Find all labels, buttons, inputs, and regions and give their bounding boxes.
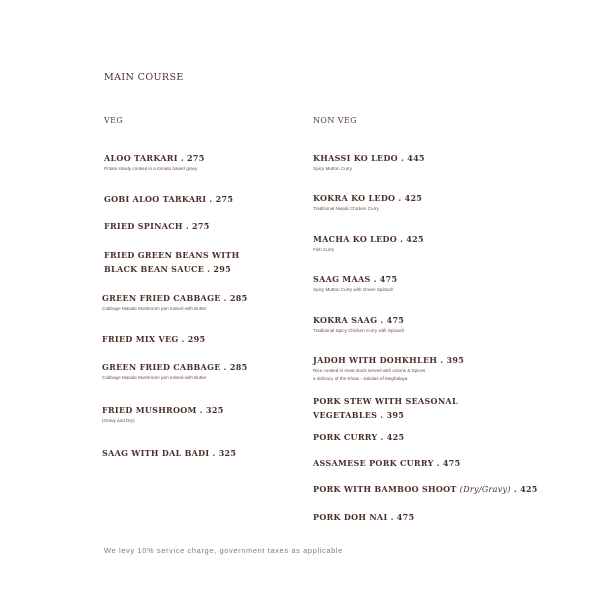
item-name: ALOO TARKARI . 275 xyxy=(104,153,205,163)
menu-item-aloo-tarkari xyxy=(104,151,205,173)
menu-item-khassi-ko-ledo xyxy=(313,151,425,173)
item-description: Traditional Nepali Chicken Curry xyxy=(313,206,379,211)
item-description: Cabbage Masala Mushroom pan tossed with Butter xyxy=(102,306,207,311)
item-name xyxy=(313,482,538,497)
item-description: Traditional Spicy Chicken Curry with Spinach xyxy=(313,328,405,333)
item-name: JADOH WITH DOHKHLEH . 395 xyxy=(313,355,465,365)
veg-heading: VEG xyxy=(104,116,124,125)
item-name: ASSAMESE PORK CURRY . 475 xyxy=(313,458,461,468)
item-name: GOBI ALOO TARKARI . 275 xyxy=(104,194,234,204)
item-name-variant: (Dry/Gravy) xyxy=(459,485,511,494)
menu-item-pork-with-bamboo-shoot xyxy=(313,482,538,497)
menu-item-pork-curry xyxy=(313,430,404,444)
item-name: SAAG WITH DAL BADI . 325 xyxy=(102,448,237,458)
item-description: (Gravy and Dry) xyxy=(102,418,135,423)
item-name: MACHA KO LEDO . 425 xyxy=(313,234,424,244)
item-description: Cabbage Masala Mushroom pan tossed with Butter xyxy=(102,375,207,380)
service-charge-note: We levy 10% service charge, government taxes as applicable xyxy=(104,546,343,555)
menu-item-fried-mix-veg xyxy=(102,332,205,346)
item-name: KOKRA KO LEDO . 425 xyxy=(313,193,423,203)
menu-item-fried-spinach xyxy=(104,219,210,233)
item-name-line2: BLACK BEAN SAUCE . 295 xyxy=(104,264,231,274)
item-description: Fish Curry xyxy=(313,247,335,252)
item-name: GREEN FRIED CABBAGE . 285 xyxy=(102,362,248,372)
item-name: FRIED MIX VEG . 295 xyxy=(102,334,206,344)
item-name-line1: FRIED GREEN BEANS WITH xyxy=(104,250,240,260)
section-title: MAIN COURSE xyxy=(104,72,184,83)
item-name: FRIED SPINACH . 275 xyxy=(104,221,210,231)
menu-item-macha-ko-ledo xyxy=(313,232,424,254)
item-name: PORK DOH NAI . 475 xyxy=(313,512,415,522)
menu-item-pork-stew xyxy=(313,394,458,422)
item-name: SAAG MAAS . 475 xyxy=(313,274,398,284)
item-name: KOKRA SAAG . 475 xyxy=(313,315,405,325)
item-description: Spicy Mutton Curry with Green Spinach xyxy=(313,287,394,292)
item-name: PORK CURRY . 425 xyxy=(313,432,405,442)
menu-item-kokra-ko-ledo xyxy=(313,191,422,213)
menu-item-saag-maas xyxy=(313,272,397,294)
menu-item-gobi-aloo-tarkari xyxy=(104,192,233,206)
menu-item-green-fried-cabbage xyxy=(102,291,247,313)
menu-item-saag-with-dal-badi xyxy=(102,446,236,460)
item-description-line2: a delicacy of the Khasi - Jaintias of Meghalaya xyxy=(313,376,408,381)
menu-item-fried-mushroom xyxy=(102,403,224,425)
menu-item-pork-doh-nai xyxy=(313,510,414,524)
item-description: Spicy Mutton Curry xyxy=(313,166,353,171)
nonveg-heading: NON VEG xyxy=(313,116,357,125)
item-name-line2: VEGETABLES . 395 xyxy=(313,410,405,420)
menu-item-kokra-saag xyxy=(313,313,405,335)
item-description: Potato slowly cooked in a tomato based gravy xyxy=(104,166,198,171)
item-name: FRIED MUSHROOM . 325 xyxy=(102,405,224,415)
menu-item-assamese-pork-curry xyxy=(313,456,460,470)
item-name-main: PORK WITH BAMBOO SHOOT xyxy=(313,484,457,494)
menu-item-jadoh-with-dohkhleh xyxy=(313,353,464,383)
item-name: GREEN FRIED CABBAGE . 285 xyxy=(102,293,248,303)
item-description-line1: Rice cooked in meat stock served with onions & Spices xyxy=(313,368,426,373)
menu-item-fried-green-beans xyxy=(104,248,239,276)
item-name-line1: PORK STEW WITH SEASONAL xyxy=(313,396,458,406)
menu-item-green-fried-cabbage-2 xyxy=(102,360,247,382)
item-price: . 425 xyxy=(513,484,538,494)
item-name: KHASSI KO LEDO . 445 xyxy=(313,153,425,163)
